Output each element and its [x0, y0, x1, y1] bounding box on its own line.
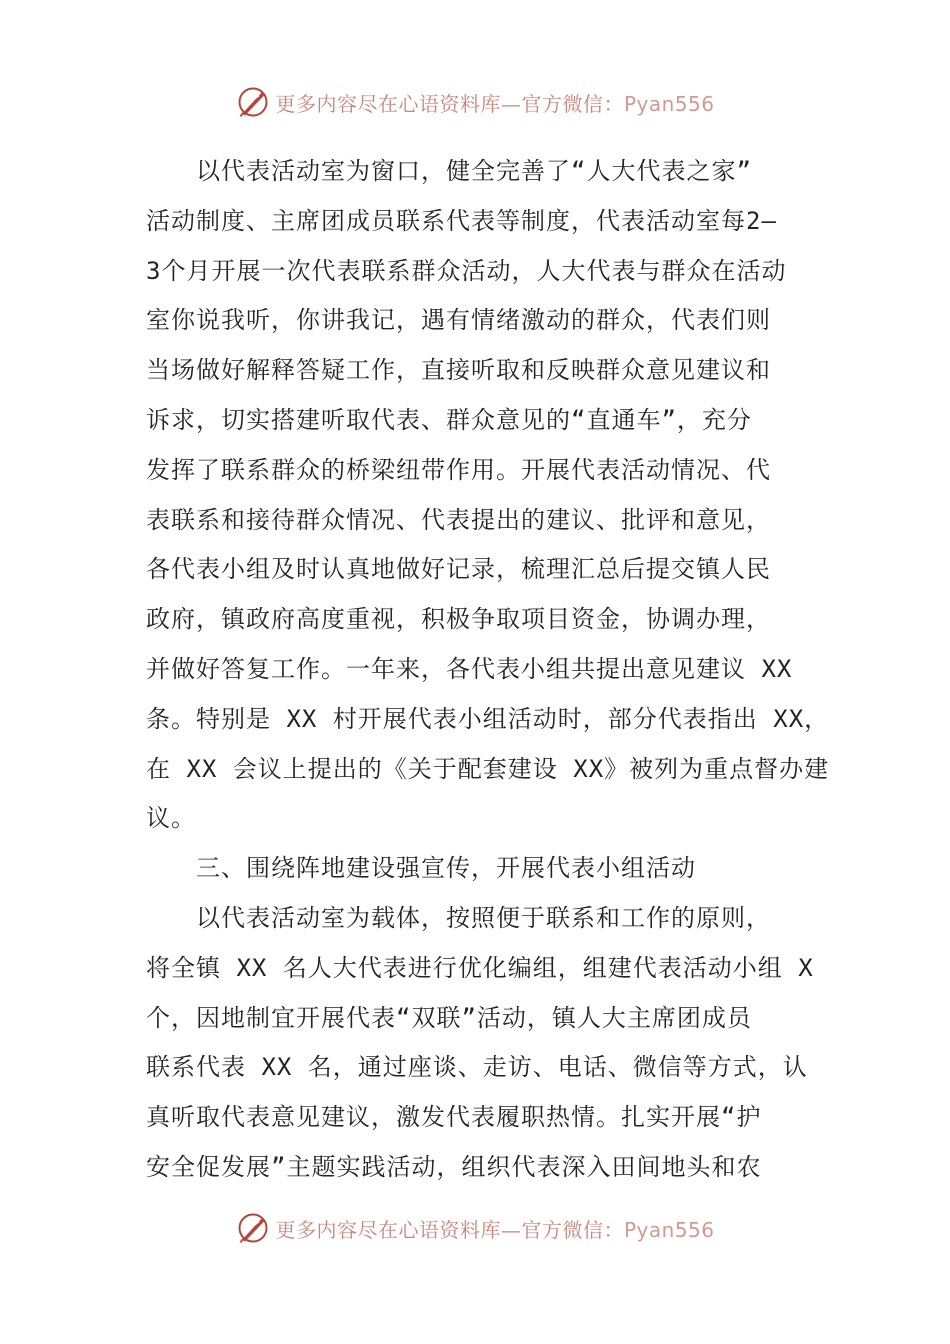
banner-slogan: 更多内容尽在心语资料库—官方微信： [275, 91, 624, 116]
document-body [146, 147, 830, 1193]
header-banner [0, 80, 950, 124]
quill-pen-logo-icon [235, 1210, 271, 1246]
text-line: 发挥了联系群众的桥梁纽带作用。开展代表活动情况、代 [146, 455, 771, 484]
text-line: 在 XX 会议上提出的《关于配套建设 XX》被列为重点督办建 [146, 754, 830, 783]
text-line: 条。特别是 XX 村开展代表小组活动时，部分代表指出 XX， [146, 704, 830, 733]
text-line: 联系代表 XX 名，通过座谈、走访、电话、微信等方式，认 [146, 1053, 808, 1082]
text-line: 表联系和接待群众情况、代表提出的建议、批评和意见， [146, 505, 771, 534]
banner-text [275, 88, 714, 117]
text-line: 个，因地制宜开展代表“双联”活动，镇人大主席团成员 [146, 1003, 752, 1032]
text-line: 将全镇 XX 名人大代表进行优化编组，组建代表活动小组 X [146, 953, 814, 982]
banner-wechat-id: Pyan556 [623, 1217, 715, 1242]
text-line: 政府，镇政府高度重视，积极争取项目资金，协调办理， [146, 605, 771, 634]
banner-slogan: 更多内容尽在心语资料库—官方微信： [275, 1217, 624, 1242]
quill-pen-logo-icon [235, 84, 271, 120]
text-line: 各代表小组及时认真地做好记录，梳理汇总后提交镇人民 [146, 555, 771, 584]
text-line: 三、围绕阵地建设强宣传，开展代表小组活动 [196, 854, 696, 883]
text-line: 并做好答复工作。一年来，各代表小组共提出意见建议 XX [146, 654, 793, 683]
text-line: 以代表活动室为载体，按照便于联系和工作的原则， [196, 903, 771, 932]
text-line: 安全促发展”主题实践活动，组织代表深入田间地头和农 [146, 1152, 762, 1181]
text-line: 诉求，切实搭建听取代表、群众意见的“直通车”，充分 [146, 405, 752, 434]
banner-text [275, 1214, 714, 1243]
text-line: 室你说我听，你讲我记，遇有情绪激动的群众，代表们则 [146, 306, 771, 335]
footer-banner [0, 1206, 950, 1250]
text-line: 议。 [146, 804, 196, 833]
text-line: 当场做好解释答疑工作，直接听取和反映群众意见建议和 [146, 356, 771, 385]
text-line: 3个月开展一次代表联系群众活动，人大代表与群众在活动 [146, 256, 787, 285]
text-line: 以代表活动室为窗口，健全完善了“人大代表之家” [196, 157, 752, 185]
text-line: 真听取代表意见建议，激发代表履职热情。扎实开展“护 [146, 1103, 762, 1132]
banner-wechat-id: Pyan556 [623, 91, 715, 116]
text-line: 活动制度、主席团成员联系代表等制度，代表活动室每2— [146, 206, 777, 235]
